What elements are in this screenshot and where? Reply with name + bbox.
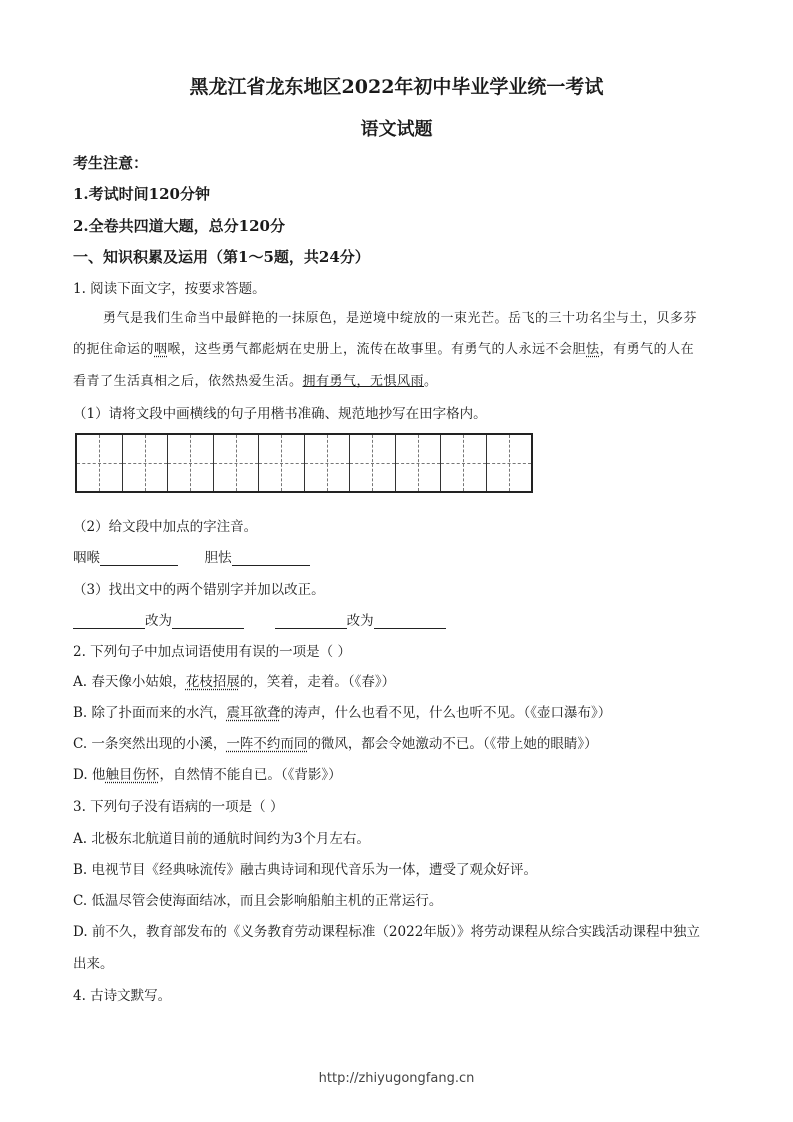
grid-cell[interactable]: [487, 435, 532, 491]
answer-blank[interactable]: [374, 614, 446, 629]
dotted-word: 花枝招展: [185, 674, 240, 690]
q3-prompt: 3. 下列句子没有语病的一项是（ ）: [73, 799, 284, 815]
footer-url[interactable]: http://zhiyugongfang.cn: [318, 1071, 475, 1086]
answer-blank[interactable]: [232, 551, 310, 566]
q1-paragraph-line-1: 勇气是我们生命当中最鲜艳的一抹原色，是逆境中绽放的一束光芒。岳飞的三十功名尘与土，贝多芬: [103, 311, 698, 326]
answer-blank[interactable]: [172, 614, 244, 629]
change-label: 改为: [145, 613, 172, 629]
q2-option-b[interactable]: [73, 701, 611, 721]
option-text: 的，笑着，走着。（《春》）: [239, 674, 396, 690]
dotted-word: 一阵不约而同: [226, 736, 308, 752]
dotted-word: 震耳欲聋: [226, 705, 281, 721]
para-text: 的扼住命运的: [73, 342, 155, 357]
exam-title: 黑龙江省龙东地区2022年初中毕业学业统一考试: [189, 76, 604, 98]
dotted-char: 咽: [154, 342, 168, 357]
notice-heading: 考生注意：: [73, 154, 149, 172]
option-text: ，自然情不能自已。（《背影》）: [159, 767, 342, 783]
option-text: B. 除了扑面而来的水汽，: [73, 705, 227, 721]
exam-subtitle: 语文试题: [360, 119, 433, 140]
answer-blank[interactable]: [275, 614, 347, 629]
para-text: 。: [424, 374, 438, 389]
q3-option-d-cont: 出来。: [73, 956, 114, 972]
para-text: 看青了生活真相之后，依然热爱生活。: [73, 374, 303, 389]
grid-cell[interactable]: [441, 435, 487, 491]
q1-sub2-answers: [73, 546, 310, 566]
grid-cell[interactable]: [259, 435, 305, 491]
q1-paragraph-line-3: [73, 370, 438, 389]
answer-blank[interactable]: [73, 614, 145, 629]
grid-cell[interactable]: [214, 435, 260, 491]
q2-option-c[interactable]: [73, 732, 598, 752]
underlined-sentence: 拥有勇气，无惧风雨: [302, 374, 425, 389]
para-text: 喉，这些勇气都彪炳在史册上，流传在故事里。有勇气的人永远不会胆: [167, 342, 587, 357]
q1-paragraph-line-2: [73, 338, 694, 357]
section-heading: 一、知识积累及运用（第1～5题，共24分）: [73, 248, 370, 266]
grid-cell[interactable]: [168, 435, 214, 491]
grid-cell[interactable]: [396, 435, 442, 491]
para-text: ，有勇气的人在: [599, 342, 695, 357]
grid-cell[interactable]: [77, 435, 123, 491]
q2-option-d[interactable]: [73, 763, 342, 783]
grid-cell[interactable]: [305, 435, 351, 491]
tianzige-grid[interactable]: [75, 433, 533, 493]
q4-prompt: 4. 古诗文默写。: [73, 988, 172, 1004]
q3-option-d[interactable]: D. 前不久，教育部发布的《义务教育劳动课程标准（2022年版）》将劳动课程从综合实践活动课程中独立: [73, 924, 701, 940]
q2-prompt: 2. 下列句子中加点词语使用有误的一项是（ ）: [73, 644, 351, 660]
q1-sub3-answers: [73, 609, 446, 629]
grid-cell[interactable]: [123, 435, 169, 491]
q1-sub1: （1）请将文段中画横线的句子用楷书准确、规范地抄写在田字格内。: [73, 406, 487, 422]
answer-blank[interactable]: [100, 551, 178, 566]
q1-sub2: （2）给文段中加点的字注音。: [73, 519, 258, 535]
dotted-word: 触目伤怀: [105, 767, 160, 783]
q3-option-b[interactable]: B. 电视节目《经典咏流传》融古典诗词和现代音乐为一体，遭受了观众好评。: [73, 862, 538, 878]
q1-prompt: 1. 阅读下面文字，按要求答题。: [73, 281, 266, 297]
dotted-char: 怯: [586, 342, 600, 357]
notice-item-2: 2.全卷共四道大题，总分120分: [73, 217, 285, 235]
notice-item-1: 1.考试时间120分钟: [73, 185, 210, 203]
option-text: C. 一条突然出现的小溪，: [73, 736, 227, 752]
word-label: 胆怯: [204, 550, 232, 566]
option-text: 的微风，都会令她激动不已。（《带上她的眼睛》）: [307, 736, 598, 752]
q3-option-a[interactable]: A. 北极东北航道目前的通航时间约为3个月左右。: [73, 831, 370, 847]
option-text: A. 春天像小姑娘，: [73, 674, 186, 690]
option-text: D. 他: [73, 767, 106, 783]
change-label: 改为: [346, 613, 374, 629]
option-text: 的涛声，什么也看不见，什么也听不见。（《壶口瀑布》）: [280, 705, 612, 721]
word-label: 咽喉: [73, 550, 100, 566]
grid-cell[interactable]: [350, 435, 396, 491]
q1-sub3: （3）找出文中的两个错别字并加以改正。: [73, 582, 325, 598]
q2-option-a[interactable]: [73, 670, 395, 690]
q3-option-c[interactable]: C. 低温尽管会使海面结冰，而且会影响船舶主机的正常运行。: [73, 893, 443, 909]
